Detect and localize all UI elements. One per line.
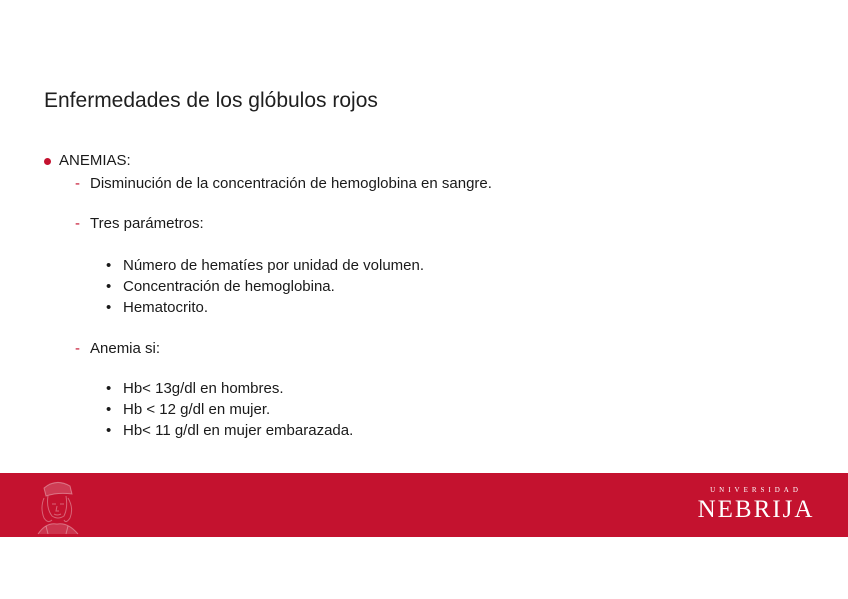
dot-bullet-icon: • [106, 380, 112, 397]
nebrija-logo [696, 486, 816, 528]
sub3-item-1: Hb< 13g/dl en hombres. [123, 380, 284, 397]
sub2-item-1: Número de hematíes por unidad de volumen. [123, 257, 425, 274]
dot-bullet-icon: • [106, 299, 112, 316]
sub3-item-2: Hb < 12 g/dl en mujer. [123, 401, 271, 418]
dot-bullet-icon: • [106, 257, 112, 274]
dash-bullet-icon: - [75, 175, 80, 192]
dash-bullet-icon: - [75, 215, 80, 232]
sub-item-1: Disminución de la concentración de hemoglobina en sangre. [90, 175, 492, 192]
sub2-item-3: Hematocrito. [123, 299, 209, 316]
main-bullet-text: ANEMIAS: [59, 152, 131, 169]
dot-bullet-icon: • [106, 422, 112, 439]
logo-nebrija-label: NEBRIJA [697, 496, 815, 523]
sub2-item-2: Concentración de hemoglobina. [123, 278, 335, 295]
dot-bullet-icon: • [106, 401, 112, 418]
portrait-engraving-icon [26, 474, 88, 536]
dash-bullet-icon: - [75, 340, 80, 357]
sub-item-3: Anemia si: [90, 340, 161, 357]
slide-title: Enfermedades de los glóbulos rojos [44, 89, 378, 112]
red-bullet-icon [44, 158, 51, 165]
sub-item-2: Tres parámetros: [90, 215, 204, 232]
dot-bullet-icon: • [106, 278, 112, 295]
logo-university-label: UNIVERSIDAD [710, 486, 802, 494]
sub3-item-3: Hb< 11 g/dl en mujer embarazada. [123, 422, 354, 439]
